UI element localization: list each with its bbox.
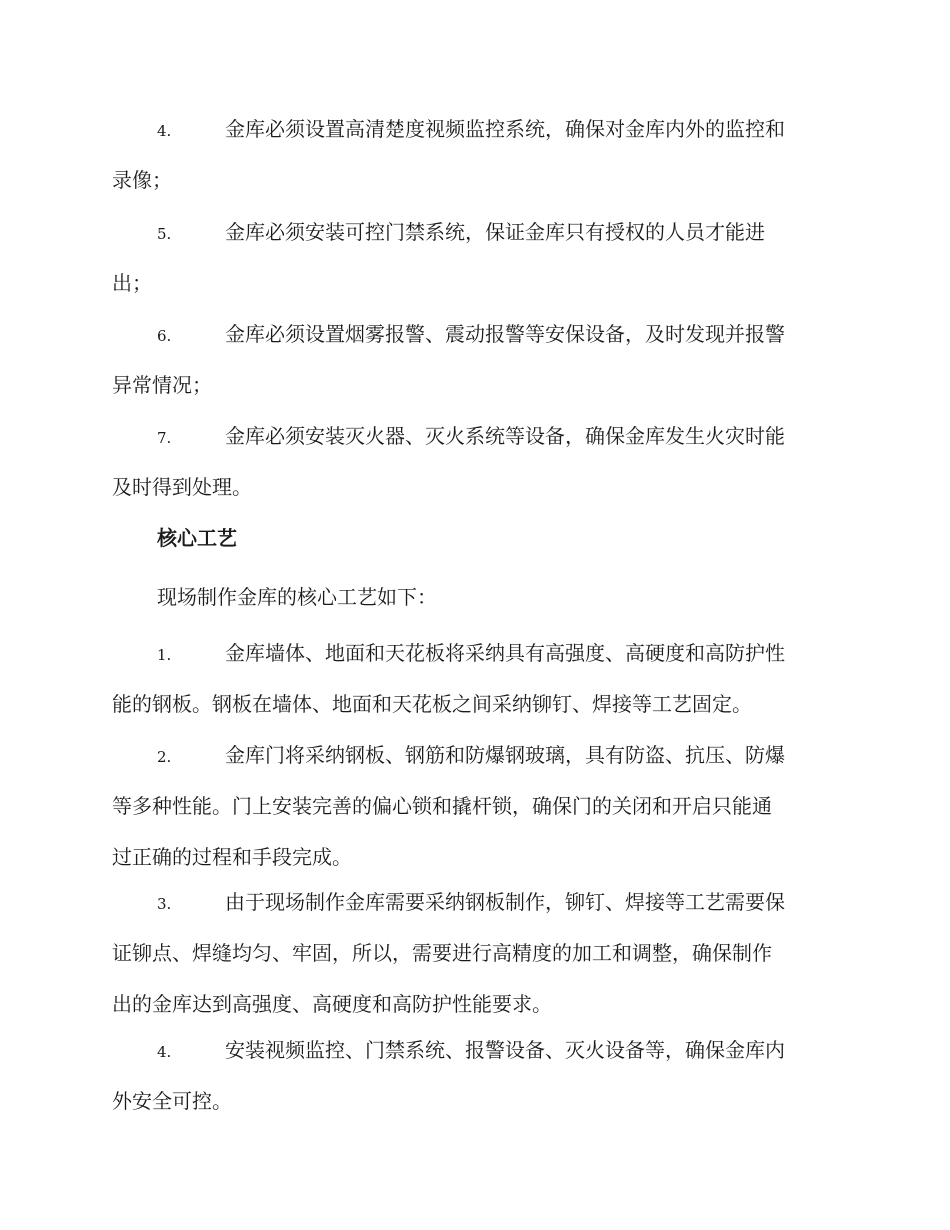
list-item-text: 金库必须安装可控门禁系统，保证金库只有授权的人员才能进	[225, 220, 765, 244]
list-item-number: 7.	[157, 429, 172, 447]
list-item-number: 1.	[157, 646, 172, 664]
list-item-number: 4.	[157, 1043, 172, 1061]
list-item-bottom-1	[112, 628, 840, 730]
list-item-top-5	[112, 207, 840, 309]
list-item-line	[112, 1025, 840, 1076]
list-item-number: 2.	[157, 748, 172, 766]
list-item-text: 金库门将采纳钢板、钢筋和防爆钢玻璃，具有防盗、抗压、防爆	[225, 743, 785, 767]
list-item-text: 安装视频监控、门禁系统、报警设备、灭火设备等，确保金库内	[225, 1038, 785, 1062]
list-item-number: 3.	[157, 895, 172, 913]
list-item-line: 异常情况；	[112, 373, 212, 397]
list-item-number: 5.	[157, 225, 172, 243]
section-heading: 核心工艺	[157, 526, 237, 550]
list-item-line: 能的钢板。钢板在墙体、地面和天花板之间采纳铆钉、焊接等工艺固定。	[112, 692, 752, 716]
list-item-top-6	[112, 309, 840, 411]
list-item-top-4	[112, 104, 840, 206]
list-item-line	[112, 104, 840, 155]
list-item-line: 录像；	[112, 168, 172, 192]
list-item-text: 金库必须设置烟雾报警、震动报警等安保设备，及时发现并报警	[225, 322, 785, 346]
list-item-line	[112, 730, 840, 781]
list-item-line: 证铆点、焊缝均匀、牢固，所以，需要进行高精度的加工和调整，确保制作	[112, 941, 772, 965]
intro-paragraph: 现场制作金库的核心工艺如下：	[157, 585, 437, 609]
list-item-top-7	[112, 411, 840, 513]
list-item-text: 金库必须设置高清楚度视频监控系统，确保对金库内外的监控和	[225, 117, 785, 141]
list-item-line: 外安全可控。	[112, 1089, 232, 1113]
list-item-line	[112, 411, 840, 462]
list-item-number: 4.	[157, 122, 172, 140]
list-item-line: 及时得到处理。	[112, 475, 252, 499]
list-item-bottom-3	[112, 877, 840, 1030]
list-item-line: 过正确的过程和手段完成。	[112, 845, 352, 869]
list-item-line: 出；	[112, 271, 152, 295]
list-item-bottom-2	[112, 730, 840, 883]
list-item-text: 金库墙体、地面和天花板将采纳具有高强度、高硬度和高防护性	[225, 641, 785, 665]
list-item-bottom-4	[112, 1025, 840, 1127]
list-item-line	[112, 207, 840, 258]
list-item-line: 等多种性能。门上安装完善的偏心锁和撬杆锁，确保门的关闭和开启只能通	[112, 794, 772, 818]
list-item-text: 金库必须安装灭火器、灭火系统等设备，确保金库发生火灾时能	[225, 424, 785, 448]
list-item-line	[112, 877, 840, 928]
list-item-number: 6.	[157, 327, 172, 345]
list-item-line	[112, 628, 840, 679]
list-item-line	[112, 309, 840, 360]
list-item-text: 由于现场制作金库需要采纳钢板制作，铆钉、焊接等工艺需要保	[225, 890, 785, 914]
list-item-line: 出的金库达到高强度、高硬度和高防护性能要求。	[112, 992, 552, 1016]
